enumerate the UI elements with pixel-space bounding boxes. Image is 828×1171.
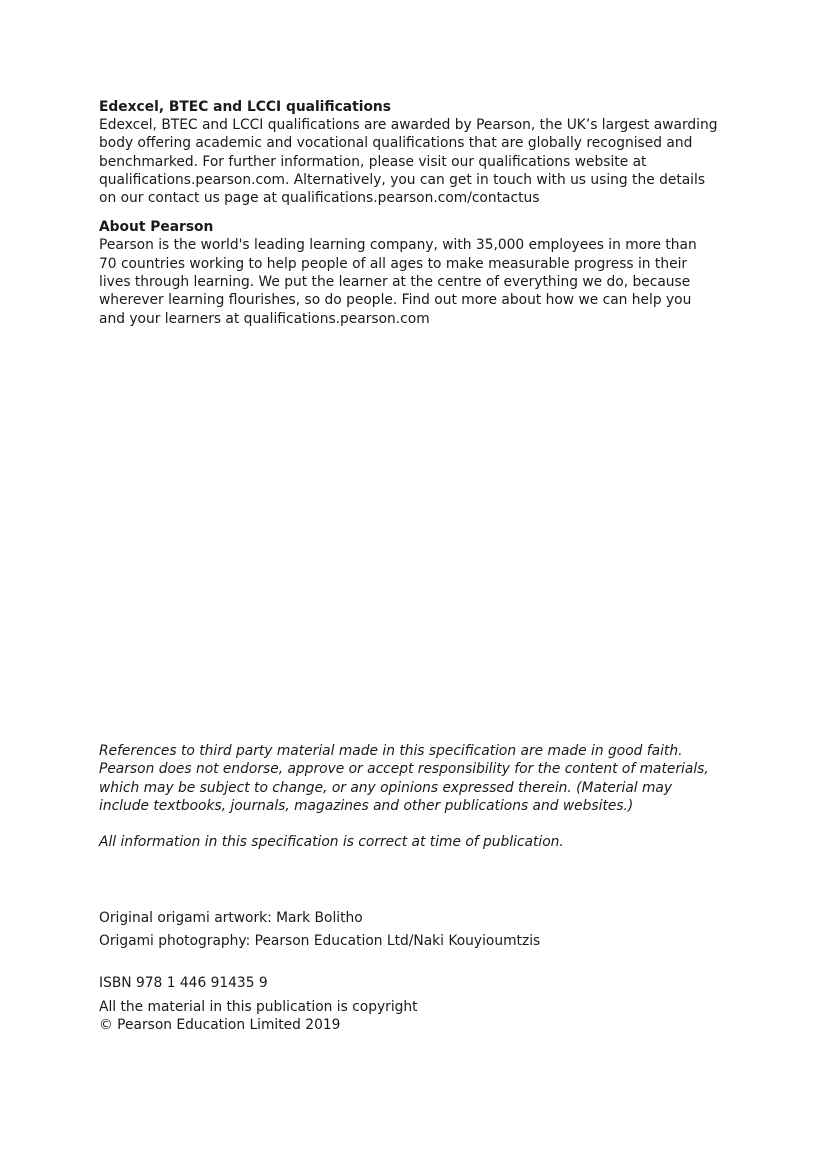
- third-party-disclaimer: [99, 742, 759, 815]
- disclaimer-line: include textbooks, journals, magazines and other publications and websites.): [99, 797, 634, 814]
- edexcel-line: body offering academic and vocational qualifications that are globally recognised and: [99, 135, 693, 152]
- qualifications-info: [99, 98, 759, 328]
- about-line: Pearson is the world's leading learning company, with 35,000 employees in more than: [99, 237, 697, 254]
- about-line: wherever learning flourishes, so do people. Find out more about how we can help you: [99, 292, 692, 309]
- isbn: ISBN 978 1 446 91435 9: [99, 975, 268, 991]
- edexcel-line: qualifications.pearson.com. Alternatively, you can get in touch with us using the details: [99, 171, 706, 188]
- edexcel-section: [99, 98, 759, 207]
- about-pearson-heading: About Pearson: [99, 219, 214, 236]
- disclaimer-line: Pearson does not endorse, approve or accept responsibility for the content of materials,: [99, 761, 709, 778]
- about-line: 70 countries working to help people of all ages to make measurable progress in their: [99, 255, 688, 272]
- about-pearson-section: [99, 218, 759, 327]
- artwork-credit: Original origami artwork: Mark Bolitho: [99, 910, 363, 926]
- edexcel-line: benchmarked. For further information, please visit our qualifications website at: [99, 153, 647, 170]
- copyright-holder: © Pearson Education Limited 2019: [99, 1017, 341, 1033]
- about-line: and your learners at qualifications.pearson.com: [99, 310, 430, 327]
- publication-block: [99, 974, 759, 1035]
- about-pearson-body: [99, 236, 759, 327]
- disclaimer-line: References to third party material made in this specification are made in good faith.: [99, 743, 683, 759]
- edexcel-heading: Edexcel, BTEC and LCCI qualifications: [99, 99, 391, 115]
- credits-block: [99, 907, 759, 953]
- photography-credit: Origami photography: Pearson Education Ltd/Naki Kouyioumtzis: [99, 933, 541, 949]
- edexcel-line: on our contact us page at qualifications.pearson.com/contactus: [99, 190, 540, 207]
- about-line: lives through learning. We put the learner at the centre of everything we do, because: [99, 274, 691, 291]
- edexcel-body: [99, 116, 759, 207]
- edexcel-line: Edexcel, BTEC and LCCI qualifications are awarded by Pearson, the UK’s largest awarding: [99, 117, 718, 133]
- disclaimer-line: which may be subject to change, or any opinions expressed therein. (Material may: [99, 779, 673, 796]
- copyright-statement: All the material in this publication is copyright: [99, 998, 418, 1015]
- disclaimer-block: [99, 742, 759, 851]
- accuracy-statement: All information in this specification is correct at time of publication.: [99, 834, 564, 851]
